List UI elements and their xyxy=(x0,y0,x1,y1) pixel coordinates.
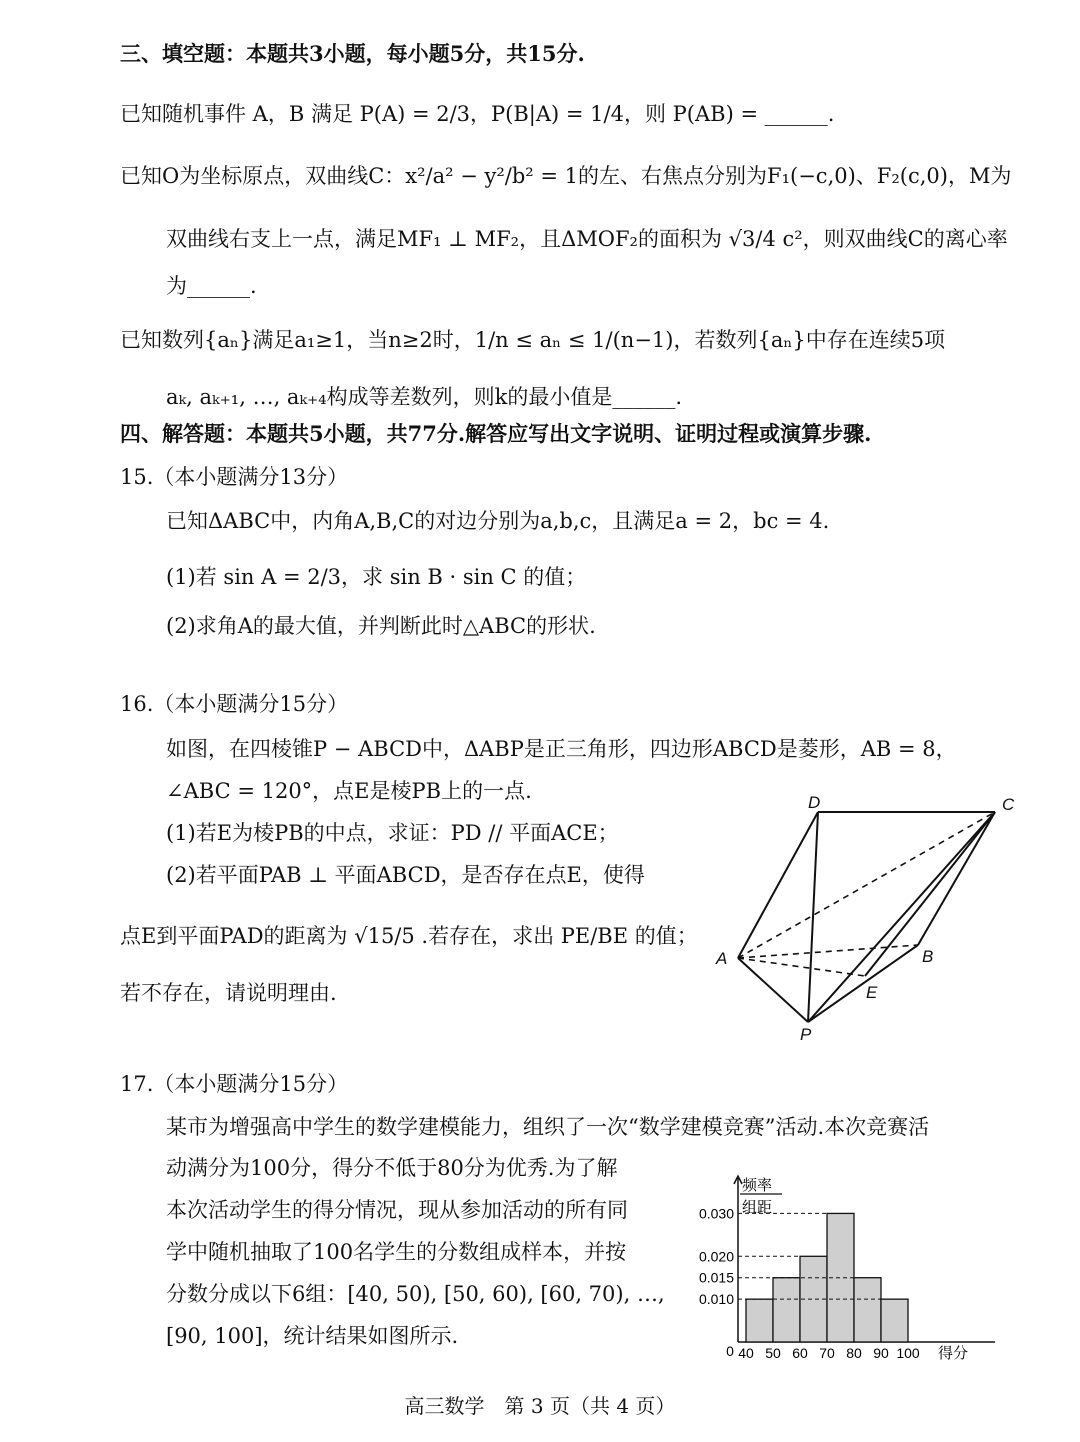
section-4-heading: 四、解答题：本题共5小题，共77分.解答应写出文字说明、证明过程或演算步骤. xyxy=(120,421,872,446)
x-tick-label: 40 xyxy=(738,1345,754,1360)
x-axis-label: 得分 xyxy=(938,1345,969,1360)
x-tick-label: 80 xyxy=(846,1345,862,1360)
question-12 xyxy=(120,100,834,128)
y-tick-label: 0.015 xyxy=(698,1269,734,1286)
label-D: D xyxy=(808,793,821,812)
question-17-line-3: 本次活动学生的得分情况，现从参加活动的所有同 xyxy=(166,1198,628,1222)
x-tick-label: 60 xyxy=(792,1345,808,1360)
y-axis-label-bottom: 组距 xyxy=(742,1199,773,1216)
edge-PC xyxy=(808,812,995,1022)
histogram-bar xyxy=(746,1299,773,1342)
x-tick-label: 50 xyxy=(765,1345,781,1360)
y-tick-label: 0.020 xyxy=(698,1248,734,1265)
histogram-bar xyxy=(773,1278,800,1342)
question-17-line-1: 某市为增强高中学生的数学建模能力，组织了一次“数学建模竞赛”活动.本次竞赛活 xyxy=(166,1115,930,1139)
edge-AB-dashed xyxy=(738,945,918,958)
section-3-heading: 三、填空题：本题共3小题，每小题5分，共15分. xyxy=(120,41,585,66)
histogram-bar xyxy=(854,1278,881,1342)
question-17-line-5: 分数分成以下6组：[40, 50), [50, 60), [60, 70), …, xyxy=(166,1282,665,1306)
question-13-line-2: 双曲线右支上一点，满足MF₁ ⊥ MF₂，且ΔMOF₂的面积为 √3/4 c²，则双曲线C的离心率 xyxy=(166,227,1008,251)
question-17-heading: 17.（本小题满分15分） xyxy=(120,1072,349,1096)
label-C: C xyxy=(1002,795,1015,814)
edge-BC xyxy=(918,812,995,945)
edge-PB xyxy=(808,945,918,1022)
label-A: A xyxy=(716,949,728,968)
question-14-line-1: 已知数列{aₙ}满足a₁≥1，当n≥2时，1/n ≤ aₙ ≤ 1/(n−1)，若数列{aₙ}中存在连续5项 xyxy=(120,328,946,352)
origin-label: 0 xyxy=(726,1343,734,1359)
label-E: E xyxy=(866,983,878,1002)
label-P: P xyxy=(800,1025,812,1044)
question-16-part-2: (2)若平面PAB ⊥ 平面ABCD，是否存在点E，使得 xyxy=(166,863,645,887)
label-B: B xyxy=(922,947,934,966)
question-15-stem: 已知ΔABC中，内角A,B,C的对边分别为a,b,c，且满足a = 2，bc = 4. xyxy=(166,509,830,533)
frequency-histogram xyxy=(680,1170,1010,1360)
y-tick-label: 0.010 xyxy=(698,1291,734,1308)
question-16-part-2-b: 点E到平面PAD的距离为 √15/5 .若存在，求出 PE/BE 的值； xyxy=(120,924,698,948)
question-15-part-1: (1)若 sin A = 2/3，求 sin B · sin C 的值； xyxy=(166,565,587,589)
question-13-line-1: 已知O为坐标原点，双曲线C：x²/a² − y²/b² = 1的左、右焦点分别为F₁(−c,0)、F₂(c,0)，M为 xyxy=(120,164,1012,188)
question-17-line-4: 学中随机抽取了100名学生的分数组成样本，并按 xyxy=(166,1240,627,1264)
question-16-line-1: 如图，在四棱锥P − ABCD中，ΔABP是正三角形，四边形ABCD是菱形，AB = 8， xyxy=(166,737,957,761)
edge-AP xyxy=(738,958,808,1022)
histogram-bar xyxy=(881,1299,908,1342)
y-axis-label-top: 频率 xyxy=(742,1177,773,1194)
question-15-heading: 15.（本小题满分13分） xyxy=(120,465,349,489)
question-14-line-2: aₖ, aₖ₊₁, …, aₖ₊₄构成等差数列，则k的最小值是______. xyxy=(166,385,682,409)
edge-AE-dashed xyxy=(738,958,865,976)
x-tick-label: 100 xyxy=(896,1345,920,1360)
x-tick-label: 70 xyxy=(819,1345,835,1360)
question-16-line-2: ∠ABC = 120°，点E是棱PB上的一点. xyxy=(166,779,532,803)
question-15-part-2: (2)求角A的最大值，并判断此时△ABC的形状. xyxy=(166,614,596,638)
question-17-line-2: 动满分为100分，得分不低于80分为优秀.为了解 xyxy=(166,1156,618,1180)
question-12-text: 已知随机事件 A，B 满足 P(A) = 2/3，P(B|A) = 1/4，则 P(AB) = ______. xyxy=(120,102,835,126)
x-tick-label: 90 xyxy=(873,1345,889,1360)
question-13-line-3: 为______. xyxy=(166,274,257,298)
edge-AC-dashed xyxy=(738,812,995,958)
page-footer: 高三数学 第 3 页（共 4 页） xyxy=(404,1394,676,1418)
question-16-heading: 16.（本小题满分15分） xyxy=(120,692,349,716)
pyramid-figure xyxy=(700,790,1030,1050)
question-17-line-6: [90, 100]，统计结果如图所示. xyxy=(166,1324,459,1348)
question-16-part-2-c: 若不存在，请说明理由. xyxy=(120,981,337,1005)
y-tick-label: 0.030 xyxy=(698,1205,734,1222)
question-16-part-1: (1)若E为棱PB的中点，求证：PD // 平面ACE； xyxy=(166,821,619,845)
